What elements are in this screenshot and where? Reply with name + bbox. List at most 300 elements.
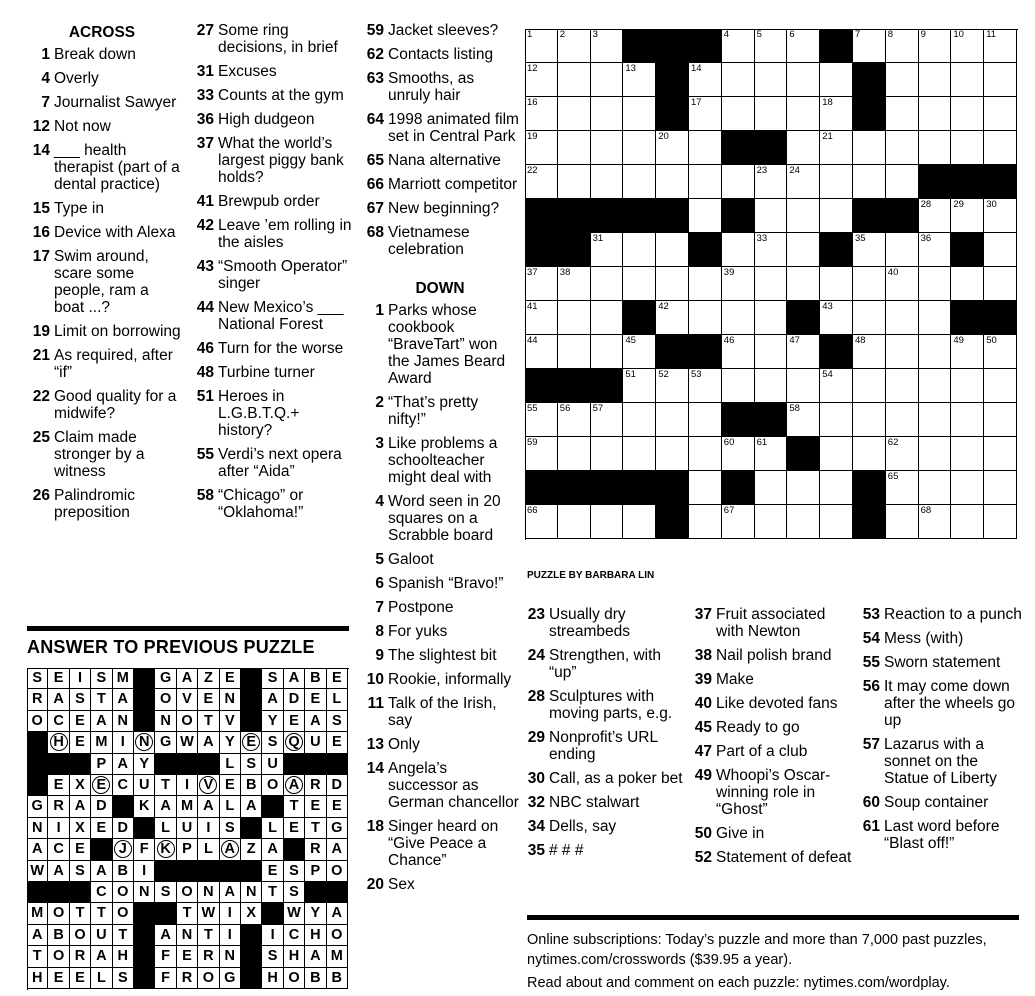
grid-square[interactable] xyxy=(525,267,558,301)
grid-square[interactable] xyxy=(623,233,656,267)
grid-square[interactable] xyxy=(787,369,820,403)
grid-square[interactable] xyxy=(820,267,853,301)
grid-square[interactable] xyxy=(656,403,689,437)
grid-square[interactable] xyxy=(919,267,952,301)
grid-square[interactable] xyxy=(984,437,1017,471)
answer-letter: N xyxy=(155,711,176,732)
grid-square[interactable] xyxy=(558,97,591,131)
clue-across-col3-59 xyxy=(360,22,520,39)
clue-number: 33 xyxy=(196,87,214,104)
grid-square[interactable] xyxy=(820,165,853,199)
answer-letter: T xyxy=(198,925,219,946)
grid-square[interactable] xyxy=(623,165,656,199)
clue-down-col4a-23 xyxy=(523,606,688,640)
clue-text: Brewpub order xyxy=(218,193,320,210)
grid-square[interactable] xyxy=(722,369,755,403)
answer-letter: D xyxy=(327,775,348,796)
clue-text: Sex xyxy=(388,876,415,893)
grid-square[interactable] xyxy=(525,165,558,199)
grid-square[interactable] xyxy=(689,505,722,539)
grid-square[interactable] xyxy=(820,505,853,539)
grid-square[interactable] xyxy=(853,233,886,267)
grid-square[interactable] xyxy=(853,369,886,403)
grid-square[interactable] xyxy=(525,505,558,539)
grid-square[interactable] xyxy=(755,29,788,63)
grid-square[interactable] xyxy=(722,63,755,97)
answer-letter: V xyxy=(177,689,198,710)
grid-square[interactable] xyxy=(853,403,886,437)
grid-square[interactable] xyxy=(787,131,820,165)
grid-square[interactable] xyxy=(919,437,952,471)
grid-square[interactable] xyxy=(558,301,591,335)
square-number: 11 xyxy=(986,29,997,40)
subscription-text: Online subscriptions: Today’s puzzle and more than 7,000 past puzzles, nytimes.com/crosswords ($39.95 a year). xyxy=(527,932,987,968)
grid-square[interactable] xyxy=(722,267,755,301)
grid-square[interactable] xyxy=(951,97,984,131)
answer-letter: A xyxy=(327,839,348,860)
answer-letter: M xyxy=(27,903,48,924)
grid-square[interactable] xyxy=(755,199,788,233)
grid-square[interactable] xyxy=(755,471,788,505)
answer-letter: G xyxy=(220,968,241,989)
grid-square[interactable] xyxy=(886,233,919,267)
clue-text: Fruit associated with Newton xyxy=(716,606,826,640)
grid-square[interactable] xyxy=(984,471,1017,505)
grid-square[interactable] xyxy=(820,437,853,471)
grid-square[interactable] xyxy=(689,131,722,165)
answer-letter: O xyxy=(327,861,348,882)
clue-text: Give in xyxy=(716,825,765,842)
clue-text: Strengthen, with “up” xyxy=(549,647,662,681)
grid-square[interactable] xyxy=(951,505,984,539)
grid-square[interactable] xyxy=(755,233,788,267)
grid-square[interactable] xyxy=(951,131,984,165)
clue-down-col4a-35 xyxy=(523,842,688,859)
grid-square[interactable] xyxy=(886,267,919,301)
black-square xyxy=(820,233,853,267)
grid-square[interactable] xyxy=(755,505,788,539)
grid-square[interactable] xyxy=(919,301,952,335)
grid-square[interactable] xyxy=(558,29,591,63)
clue-number: 59 xyxy=(366,22,384,39)
grid-square[interactable] xyxy=(591,403,624,437)
grid-square[interactable] xyxy=(525,131,558,165)
grid-square[interactable] xyxy=(984,97,1017,131)
answer-black-square xyxy=(241,818,262,839)
grid-square[interactable] xyxy=(787,471,820,505)
grid-square[interactable] xyxy=(623,97,656,131)
black-square xyxy=(689,29,722,63)
grid-square[interactable] xyxy=(787,165,820,199)
grid-square[interactable] xyxy=(689,471,722,505)
answer-letter: T xyxy=(70,903,91,924)
grid-square[interactable] xyxy=(886,505,919,539)
answer-letter: E xyxy=(220,775,241,796)
grid-square[interactable] xyxy=(755,369,788,403)
clue-down-col3-6 xyxy=(360,575,520,592)
answer-letter: F xyxy=(155,968,176,989)
grid-square[interactable] xyxy=(787,267,820,301)
grid-square[interactable] xyxy=(656,437,689,471)
clue-number: 57 xyxy=(862,736,880,753)
grid-square[interactable] xyxy=(820,199,853,233)
answer-letter: E xyxy=(327,796,348,817)
grid-square[interactable] xyxy=(787,335,820,369)
grid-square[interactable] xyxy=(689,97,722,131)
grid-square[interactable] xyxy=(984,505,1017,539)
clue-number: 47 xyxy=(694,743,712,760)
grid-square[interactable] xyxy=(722,301,755,335)
grid-square[interactable] xyxy=(919,233,952,267)
grid-square[interactable] xyxy=(689,437,722,471)
grid-square[interactable] xyxy=(755,335,788,369)
grid-square[interactable] xyxy=(591,233,624,267)
grid-square[interactable] xyxy=(558,267,591,301)
grid-square[interactable] xyxy=(689,165,722,199)
answer-letter: Y xyxy=(134,754,155,775)
clue-down-col4a-28 xyxy=(523,688,688,722)
clue-text: Usually dry streambeds xyxy=(549,606,630,640)
answer-letter: S xyxy=(262,732,283,753)
grid-square[interactable] xyxy=(886,131,919,165)
answer-letter: T xyxy=(284,796,305,817)
grid-square[interactable] xyxy=(951,369,984,403)
grid-square[interactable] xyxy=(984,403,1017,437)
grid-square[interactable] xyxy=(820,63,853,97)
clue-across-col3-67 xyxy=(360,200,520,217)
grid-square[interactable] xyxy=(722,437,755,471)
clue-number: 45 xyxy=(694,719,712,736)
black-square xyxy=(722,199,755,233)
grid-square[interactable] xyxy=(722,505,755,539)
grid-square[interactable] xyxy=(853,335,886,369)
black-square xyxy=(722,471,755,505)
answer-letter: E xyxy=(305,796,326,817)
grid-square[interactable] xyxy=(689,369,722,403)
grid-square[interactable] xyxy=(951,335,984,369)
clue-down-col3-10 xyxy=(360,671,520,688)
grid-square[interactable] xyxy=(951,403,984,437)
clue-down-col3-5 xyxy=(360,551,520,568)
grid-square[interactable] xyxy=(919,403,952,437)
grid-square[interactable] xyxy=(591,301,624,335)
grid-square[interactable] xyxy=(591,97,624,131)
grid-square[interactable] xyxy=(558,63,591,97)
grid-square[interactable] xyxy=(591,505,624,539)
grid-square[interactable] xyxy=(919,505,952,539)
grid-square[interactable] xyxy=(623,131,656,165)
grid-square[interactable] xyxy=(984,199,1017,233)
grid-square[interactable] xyxy=(984,335,1017,369)
grid-square[interactable] xyxy=(525,29,558,63)
grid-square[interactable] xyxy=(558,437,591,471)
black-square xyxy=(591,471,624,505)
grid-square[interactable] xyxy=(591,63,624,97)
square-number: 9 xyxy=(920,29,926,40)
black-square xyxy=(656,505,689,539)
grid-square[interactable] xyxy=(886,437,919,471)
clue-number: 37 xyxy=(694,606,712,623)
grid-square[interactable] xyxy=(787,97,820,131)
grid-square[interactable] xyxy=(984,267,1017,301)
square-number: 4 xyxy=(723,29,730,40)
grid-square[interactable] xyxy=(525,301,558,335)
grid-square[interactable] xyxy=(755,301,788,335)
grid-square[interactable] xyxy=(558,403,591,437)
grid-square[interactable] xyxy=(919,97,952,131)
grid-square[interactable] xyxy=(787,29,820,63)
puzzle-byline: PUZZLE BY BARBARA LIN xyxy=(527,570,655,581)
black-square xyxy=(853,471,886,505)
grid-square[interactable] xyxy=(853,301,886,335)
grid-square[interactable] xyxy=(951,199,984,233)
grid-square[interactable] xyxy=(591,267,624,301)
answer-black-square xyxy=(262,903,283,924)
grid-square[interactable] xyxy=(558,505,591,539)
grid-square[interactable] xyxy=(853,437,886,471)
square-number: 22 xyxy=(527,165,538,176)
grid-square[interactable] xyxy=(886,369,919,403)
answer-letter: V xyxy=(220,711,241,732)
answer-black-square xyxy=(241,925,262,946)
grid-square[interactable] xyxy=(623,369,656,403)
grid-square[interactable] xyxy=(951,29,984,63)
grid-square[interactable] xyxy=(623,267,656,301)
answer-letter: A xyxy=(91,861,112,882)
answer-grid xyxy=(27,668,349,990)
grid-square[interactable] xyxy=(591,131,624,165)
clue-number: 61 xyxy=(862,818,880,835)
clue-text: Whoopi’s Oscar-winning role in “Ghost” xyxy=(716,767,831,818)
clue-text: Nail polish brand xyxy=(716,647,832,664)
clue-number: 56 xyxy=(862,678,880,695)
clue-text: ___ health therapist (part of a dental practice) xyxy=(54,142,180,193)
grid-square[interactable] xyxy=(558,165,591,199)
square-number: 16 xyxy=(527,97,538,108)
grid-square[interactable] xyxy=(820,403,853,437)
clue-down-col4b-50 xyxy=(690,825,855,842)
grid-square[interactable] xyxy=(820,131,853,165)
clue-number: 27 xyxy=(196,22,214,39)
answer-letter: R xyxy=(70,946,91,967)
grid-square[interactable] xyxy=(525,335,558,369)
clue-text: Limit on borrowing xyxy=(54,323,181,340)
answer-letter: A xyxy=(113,754,134,775)
grid-square[interactable] xyxy=(623,505,656,539)
square-number: 13 xyxy=(625,63,636,74)
grid-square[interactable] xyxy=(656,267,689,301)
grid-square[interactable] xyxy=(623,403,656,437)
clue-text: For yuks xyxy=(388,623,448,640)
answer-letter: L xyxy=(327,689,348,710)
answer-black-square xyxy=(134,925,155,946)
grid-square[interactable] xyxy=(886,403,919,437)
grid-square[interactable] xyxy=(787,505,820,539)
answer-letter: T xyxy=(113,925,134,946)
grid-square[interactable] xyxy=(951,267,984,301)
clue-down-col4b-47 xyxy=(690,743,855,760)
clue-across-col3-68 xyxy=(360,224,520,258)
grid-square[interactable] xyxy=(787,233,820,267)
grid-square[interactable] xyxy=(984,233,1017,267)
grid-square[interactable] xyxy=(919,29,952,63)
grid-square[interactable] xyxy=(656,233,689,267)
grid-square[interactable] xyxy=(984,63,1017,97)
grid-square[interactable] xyxy=(820,471,853,505)
grid-square[interactable] xyxy=(689,63,722,97)
square-number: 55 xyxy=(527,403,538,414)
answer-black-square xyxy=(27,775,48,796)
clue-text: Device with Alexa xyxy=(54,224,176,241)
grid-square[interactable] xyxy=(656,301,689,335)
answer-letter: T xyxy=(155,775,176,796)
grid-square[interactable] xyxy=(886,97,919,131)
grid-square[interactable] xyxy=(591,437,624,471)
grid-square[interactable] xyxy=(820,301,853,335)
answer-black-square xyxy=(177,861,198,882)
grid-square[interactable] xyxy=(886,165,919,199)
clue-number: 50 xyxy=(694,825,712,842)
grid-square[interactable] xyxy=(984,29,1017,63)
grid-square[interactable] xyxy=(853,267,886,301)
grid-square[interactable] xyxy=(951,471,984,505)
answer-letter: S xyxy=(27,668,48,689)
black-square xyxy=(689,233,722,267)
grid-square[interactable] xyxy=(853,131,886,165)
grid-square[interactable] xyxy=(755,63,788,97)
grid-square[interactable] xyxy=(755,97,788,131)
clue-text: Swim around, scare some people, ram a boat ...? xyxy=(54,248,149,316)
grid-square[interactable] xyxy=(755,267,788,301)
grid-square[interactable] xyxy=(722,97,755,131)
clue-text: As required, after “if” xyxy=(54,347,173,381)
grid-square[interactable] xyxy=(722,233,755,267)
grid-square[interactable] xyxy=(853,29,886,63)
grid-square[interactable] xyxy=(591,29,624,63)
grid-square[interactable] xyxy=(591,335,624,369)
black-square xyxy=(919,165,952,199)
answer-letter: S xyxy=(262,946,283,967)
grid-square[interactable] xyxy=(820,369,853,403)
grid-square[interactable] xyxy=(656,165,689,199)
circled-letter: N xyxy=(135,733,153,751)
grid-square[interactable] xyxy=(689,199,722,233)
grid-square[interactable] xyxy=(919,63,952,97)
grid-square[interactable] xyxy=(656,369,689,403)
answer-letter: N xyxy=(177,925,198,946)
square-number: 7 xyxy=(855,29,861,40)
grid-square[interactable] xyxy=(984,369,1017,403)
grid-square[interactable] xyxy=(722,335,755,369)
square-number: 54 xyxy=(822,369,833,380)
grid-square[interactable] xyxy=(787,403,820,437)
grid-square[interactable] xyxy=(558,131,591,165)
clue-down-col3-14 xyxy=(360,760,520,811)
answer-letter: O xyxy=(113,903,134,924)
grid-square[interactable] xyxy=(886,301,919,335)
clue-text: Reaction to a punch xyxy=(884,606,1022,623)
grid-square[interactable] xyxy=(525,63,558,97)
grid-square[interactable] xyxy=(853,165,886,199)
grid-square[interactable] xyxy=(919,335,952,369)
grid-square[interactable] xyxy=(919,199,952,233)
clue-text: New Mexico’s ___ National Forest xyxy=(218,299,344,333)
grid-square[interactable] xyxy=(984,131,1017,165)
grid-square[interactable] xyxy=(558,335,591,369)
clue-number: 15 xyxy=(32,200,50,217)
square-number: 67 xyxy=(723,505,735,516)
answer-letter: A xyxy=(177,668,198,689)
grid-square[interactable] xyxy=(951,63,984,97)
grid-square[interactable] xyxy=(623,63,656,97)
black-square xyxy=(623,301,656,335)
answer-letter: L xyxy=(155,818,176,839)
square-number: 33 xyxy=(756,233,768,244)
square-number: 61 xyxy=(756,437,768,448)
answer-letter: O xyxy=(113,882,134,903)
grid-square[interactable] xyxy=(886,29,919,63)
answer-letter: T xyxy=(27,946,48,967)
grid-square[interactable] xyxy=(755,165,788,199)
grid-square[interactable] xyxy=(689,301,722,335)
grid-square[interactable] xyxy=(886,63,919,97)
grid-square[interactable] xyxy=(919,369,952,403)
grid-square[interactable] xyxy=(525,403,558,437)
answer-letter: M xyxy=(327,946,348,967)
answer-letter: O xyxy=(70,925,91,946)
clue-text: Sworn statement xyxy=(884,654,1001,671)
answer-letter: E xyxy=(284,818,305,839)
answer-letter: A xyxy=(48,689,69,710)
answer-letter: E xyxy=(70,839,91,860)
grid-square[interactable] xyxy=(623,335,656,369)
square-number: 38 xyxy=(559,267,571,278)
grid-square[interactable] xyxy=(919,471,952,505)
grid-square[interactable] xyxy=(919,131,952,165)
grid-square[interactable] xyxy=(689,267,722,301)
grid-square[interactable] xyxy=(722,165,755,199)
answer-black-square xyxy=(241,946,262,967)
grid-square[interactable] xyxy=(591,165,624,199)
grid-square[interactable] xyxy=(886,335,919,369)
clue-number: 10 xyxy=(366,671,384,688)
clue-across-col3-66 xyxy=(360,176,520,193)
grid-square[interactable] xyxy=(787,199,820,233)
grid-square[interactable] xyxy=(525,437,558,471)
clue-text: Call, as a poker bet xyxy=(549,770,683,787)
answer-letter: E xyxy=(70,968,91,989)
grid-square[interactable] xyxy=(656,131,689,165)
clue-down-col3-3 xyxy=(360,435,520,486)
answer-letter: G xyxy=(155,668,176,689)
grid-square[interactable] xyxy=(525,97,558,131)
grid-square[interactable] xyxy=(623,437,656,471)
answer-letter: A xyxy=(305,711,326,732)
black-square xyxy=(853,97,886,131)
grid-square[interactable] xyxy=(951,437,984,471)
grid-square[interactable] xyxy=(689,403,722,437)
answer-letter: Z xyxy=(241,839,262,860)
grid-square[interactable] xyxy=(755,437,788,471)
grid-square[interactable] xyxy=(722,29,755,63)
grid-square[interactable] xyxy=(886,471,919,505)
clue-down-col4c-55 xyxy=(858,654,1023,671)
grid-square[interactable] xyxy=(787,63,820,97)
clue-text: Like devoted fans xyxy=(716,695,838,712)
grid-square[interactable] xyxy=(820,97,853,131)
clue-text: 1998 animated film set in Central Park xyxy=(388,111,519,145)
answer-letter: L xyxy=(262,818,283,839)
